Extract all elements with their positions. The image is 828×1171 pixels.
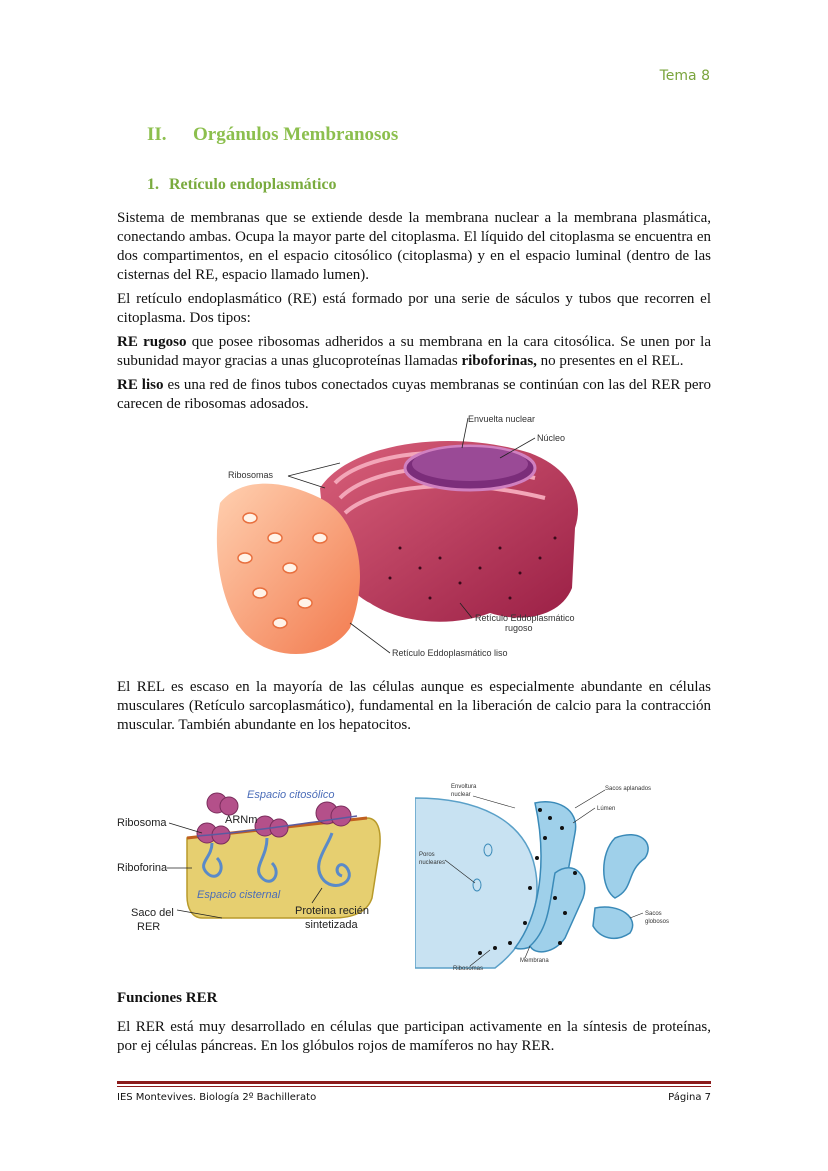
section-number: II.: [147, 124, 167, 145]
label-nucleo: Núcleo: [537, 433, 566, 443]
label-proteina-line1: Proteina recién: [295, 905, 369, 917]
label-rer-line1: Retículo Eddoplasmático: [475, 613, 575, 623]
subsection-heading: [147, 176, 337, 194]
footer-rule-thin: [117, 1086, 711, 1087]
label-saco-line1: Saco del: [131, 907, 174, 919]
label-ribosoma: Ribosoma: [117, 817, 167, 829]
section-heading: [147, 124, 398, 146]
rer-text-b: no presentes en el REL.: [536, 353, 684, 369]
subsection-title: Retículo endoplasmático: [169, 176, 337, 193]
rer-term: RE rugoso: [117, 334, 187, 350]
funciones-heading: Funciones RER: [117, 990, 218, 1006]
footer-rule-thick: [117, 1081, 711, 1084]
label-envuelta-nuclear: Envuelta nuclear: [468, 414, 536, 424]
subsection-number: 1.: [147, 176, 159, 193]
paragraph-types: El retículo endoplasmático (RE) está formado por una serie de sáculos y tubos que recorren el citoplasma. Dos tipos:: [117, 291, 711, 326]
label-envoltura-line2: nuclear: [451, 792, 471, 798]
label-membrana: Membrana: [520, 958, 549, 964]
label-envoltura-line1: Envoltura: [451, 784, 477, 790]
ribosome-membrane-diagram: [117, 778, 387, 936]
label-ribosomas-fig3: Ribosomas: [453, 966, 484, 972]
footer-page-number: Página 7: [668, 1092, 711, 1103]
label-rer-line2: rugoso: [505, 623, 533, 633]
rer-text-a: que posee ribosomas adheridos a su membrana en la cara citosólica. Se unen por la subunidad mayor gracias a unas glucoproteínas llamadas: [117, 334, 711, 369]
label-sacos-aplanados: Sacos aplanados: [605, 786, 652, 792]
label-riboforina: Riboforina: [117, 862, 168, 874]
footer-school: IES Montevives. Biología 2º Bachillerato: [117, 1092, 317, 1103]
label-ribosomas: Ribosomas: [228, 470, 274, 480]
header-tema: Tema 8: [659, 68, 710, 84]
nuclear-envelope-diagram: [415, 778, 675, 978]
label-proteina-line2: sintetizada: [305, 919, 358, 931]
label-sacos-globosos-line2: globosos: [645, 919, 670, 925]
paragraph-definition: Sistema de membranas que se extiende desde la membrana nuclear a la membrana plasmática, conectando ambas. Ocupa la mayor parte del citoplasma. El líquido del citoplasma se encuentra en dos compartimentos, en el espacio citosólico (citoplasma) y en el espacio luminal (dentro de las cisternas del RE, espacio llamado lumen).: [117, 210, 711, 283]
label-lumen: Lúmen: [597, 806, 616, 812]
paragraph-rel-function: El REL es escaso en la mayoría de las células aunque es especialmente abundante en células musculares (Retículo sarcoplasmático), fundamental en la liberación de calcio para la contracción muscular. También abundante en los hepatocitos.: [117, 679, 711, 733]
label-espacio-cisternal: Espacio cisternal: [197, 889, 281, 901]
label-arnm: ARNm: [225, 814, 258, 826]
paragraph-rer: [117, 333, 711, 371]
label-espacio-citosolico: Espacio citosólico: [247, 789, 335, 801]
riboforinas-term: riboforinas,: [461, 353, 537, 369]
section-title: Orgánulos Membranosos: [193, 124, 399, 145]
paragraph-rer-function: El RER está muy desarrollado en células que participan activamente en la síntesis de proteínas, por ej células páncreas. En los glóbulos rojos de mamíferos no hay RER.: [117, 1019, 711, 1054]
label-rel: Retículo Eddoplasmático liso: [392, 648, 508, 658]
label-poros-line1: Poros: [419, 852, 435, 858]
label-saco-line2: RER: [137, 921, 161, 933]
rel-term: RE liso: [117, 377, 164, 393]
label-poros-line2: nucleares: [419, 860, 446, 866]
rel-text: es una red de finos tubos conectados cuyas membranas se continúan con las del RER pero carecen de ribosomas adosados.: [117, 377, 711, 412]
label-sacos-globosos-line1: Sacos: [645, 911, 662, 917]
er-illustration: [200, 408, 600, 666]
